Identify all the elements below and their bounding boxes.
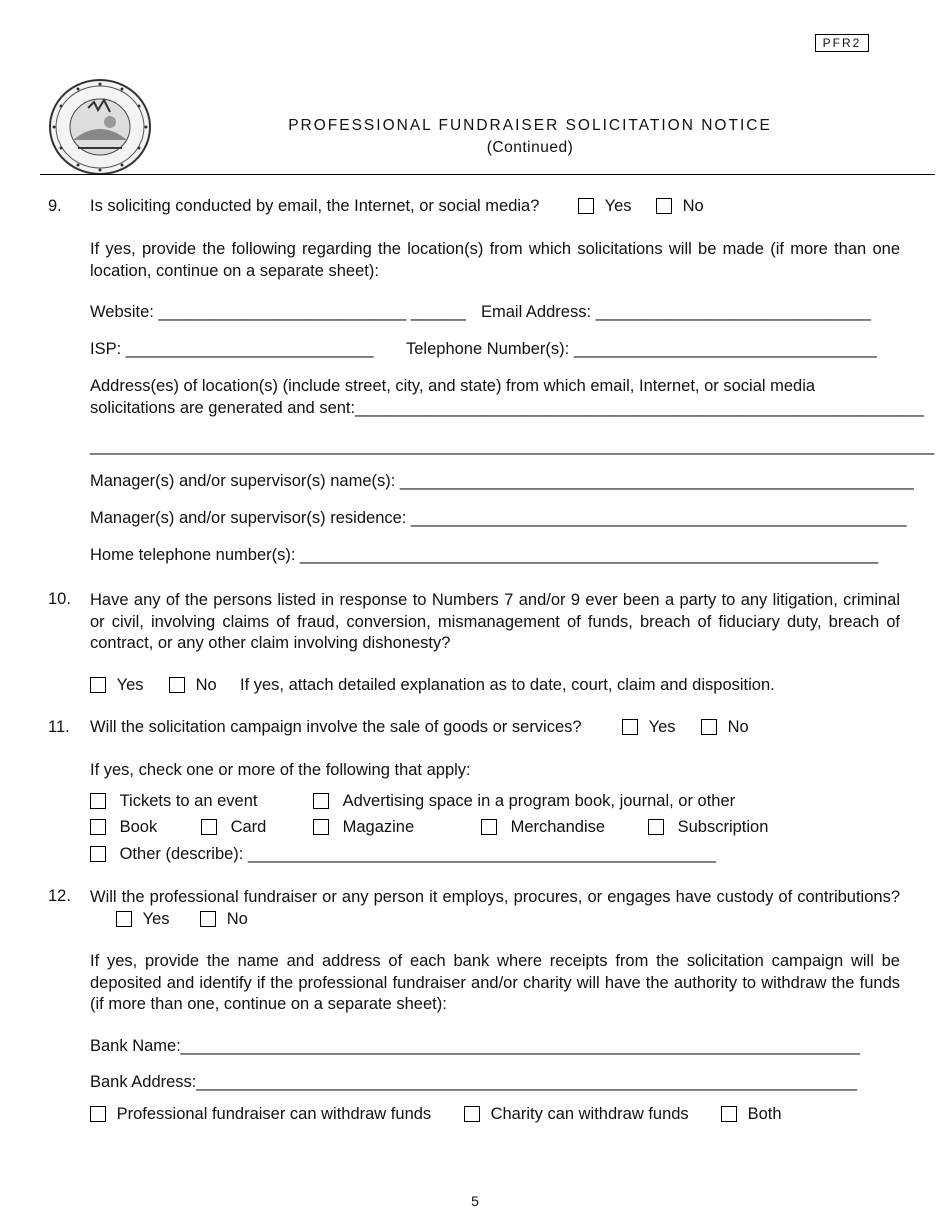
q9-telephone-field[interactable]: Telephone Number(s): _________________________________ (406, 340, 877, 358)
q11-tickets-checkbox[interactable] (90, 793, 106, 809)
q9-yes-checkbox[interactable] (578, 198, 594, 214)
q11-no-checkbox[interactable] (701, 719, 717, 735)
q11-merchandise-checkbox[interactable] (481, 819, 497, 835)
q11-option-advertising (313, 792, 735, 811)
q12-both-checkbox[interactable] (721, 1106, 737, 1122)
q11-option-magazine (313, 818, 414, 837)
q11-option-book (90, 818, 157, 837)
q12-question-block (90, 887, 900, 930)
page-title: PROFESSIONAL FUNDRAISER SOLICITATION NOTICE (288, 117, 772, 134)
q11-magazine-checkbox[interactable] (313, 819, 329, 835)
q10-no-option (169, 676, 217, 695)
q11-number: 11. (48, 718, 70, 736)
q11-instruction: If yes, check one or more of the following that apply: (90, 761, 471, 779)
q10-yes-label: Yes (116, 676, 144, 694)
q12-bank-name-field[interactable]: Bank Name:__________________________________________________________________________ (90, 1037, 860, 1055)
q10-no-checkbox[interactable] (169, 677, 185, 693)
q10-yes-checkbox[interactable] (90, 677, 106, 693)
q9-manager-name-field[interactable]: Manager(s) and/or supervisor(s) name(s): ________________________________________________________ (90, 472, 914, 490)
q11-subscription-checkbox[interactable] (648, 819, 664, 835)
q12-professional-label: Professional fundraiser can withdraw funds (116, 1105, 432, 1123)
q12-yes-checkbox[interactable] (116, 911, 132, 927)
q9-instruction: If yes, provide the following regarding the location(s) from which solicitations will be made (if more than one location, continue on a separate sheet): (90, 240, 900, 280)
q12-question: Will the professional fundraiser or any person it employs, procures, or engages have custody of contributions? (90, 888, 900, 906)
q12-number: 12. (48, 887, 71, 905)
q9-question: Is soliciting conducted by email, the Internet, or social media? (90, 197, 540, 215)
q12-option-professional (90, 1105, 431, 1124)
q11-no-label: No (727, 718, 749, 736)
q10-question: Have any of the persons listed in response to Numbers 7 and/or 9 ever been a party to any litigation, criminal or civil, involving claims of fraud, conversion, mismanagement of funds, breach of fiduciary duty, breach of contract, or any other claim involving dishonesty? (90, 591, 900, 652)
q11-card-checkbox[interactable] (201, 819, 217, 835)
q9-address-field[interactable]: solicitations are generated and sent:______________________________________________________________ (90, 399, 925, 417)
page-subtitle: (Continued) (486, 139, 574, 156)
q9-address-field-continued[interactable]: ____________________________________________________________________________________________ (90, 437, 935, 455)
page-number: 5 (471, 1193, 479, 1209)
q11-merchandise-label: Merchandise (510, 818, 606, 836)
q12-instruction: If yes, provide the name and address of each bank where receipts from the solicitation campaign will be deposited and identify if the professional fundraiser and/or charity will have the authority to withdraw the funds (if more than one, continue on a separate sheet): (90, 952, 900, 1013)
q9-isp-field[interactable]: ISP: ___________________________ (90, 340, 374, 358)
q12-option-both (721, 1105, 782, 1124)
q10-instruction: If yes, attach detailed explanation as to date, court, claim and disposition. (240, 676, 775, 694)
q12-charity-label: Charity can withdraw funds (490, 1105, 689, 1123)
q12-both-label: Both (747, 1105, 782, 1123)
q9-manager-residence-field[interactable]: Manager(s) and/or supervisor(s) residence: ______________________________________________________ (90, 509, 907, 527)
q11-no-option (701, 718, 749, 737)
q9-no-label: No (682, 197, 704, 215)
q12-yes-label: Yes (142, 909, 170, 928)
q9-no-checkbox[interactable] (656, 198, 672, 214)
q11-yes-label: Yes (648, 718, 676, 736)
q9-website-field[interactable]: Website: ___________________________ ______ (90, 303, 466, 321)
q9-yes-option (578, 197, 632, 216)
q10-yes-option (90, 676, 144, 695)
q10-no-label: No (195, 676, 217, 694)
q11-option-merchandise (481, 818, 605, 837)
q11-card-label: Card (230, 818, 267, 836)
q12-yes-option (116, 909, 170, 931)
q11-subscription-label: Subscription (677, 818, 769, 836)
q11-other-checkbox[interactable] (90, 846, 106, 862)
q9-address-label: Address(es) of location(s) (include street, city, and state) from which email, Internet, or social media (90, 377, 816, 395)
q11-yes-option (622, 718, 676, 737)
q9-no-option (656, 197, 704, 216)
q12-no-option (200, 909, 248, 931)
q11-book-checkbox[interactable] (90, 819, 106, 835)
q11-option-subscription (648, 818, 768, 837)
q9-home-phone-field[interactable]: Home telephone number(s): _______________________________________________________________ (90, 546, 879, 564)
q11-option-card (201, 818, 266, 837)
q11-book-label: Book (119, 818, 158, 836)
q11-magazine-label: Magazine (342, 818, 415, 836)
q12-no-label: No (226, 909, 248, 928)
q9-yes-label: Yes (604, 197, 632, 215)
q11-option-tickets (90, 792, 257, 811)
header-divider (40, 174, 935, 175)
q11-advertising-label: Advertising space in a program book, journal, or other (342, 792, 736, 810)
q11-advertising-checkbox[interactable] (313, 793, 329, 809)
q11-tickets-label: Tickets to an event (119, 792, 258, 810)
q12-professional-checkbox[interactable] (90, 1106, 106, 1122)
q10-number: 10. (48, 590, 71, 608)
q9-email-field[interactable]: Email Address: ______________________________ (481, 303, 871, 321)
q11-question: Will the solicitation campaign involve the sale of goods or services? (90, 718, 582, 736)
q9-number: 9. (48, 197, 62, 215)
state-seal-icon (48, 78, 152, 176)
q11-other-field[interactable]: Other (describe): ___________________________________________________ (119, 845, 716, 863)
q12-no-checkbox[interactable] (200, 911, 216, 927)
q12-charity-checkbox[interactable] (464, 1106, 480, 1122)
q12-bank-address-field[interactable]: Bank Address:________________________________________________________________________ (90, 1073, 858, 1091)
form-code: PFR2 (815, 34, 869, 52)
q11-option-other (90, 845, 716, 864)
q12-option-charity (464, 1105, 689, 1124)
q11-yes-checkbox[interactable] (622, 719, 638, 735)
